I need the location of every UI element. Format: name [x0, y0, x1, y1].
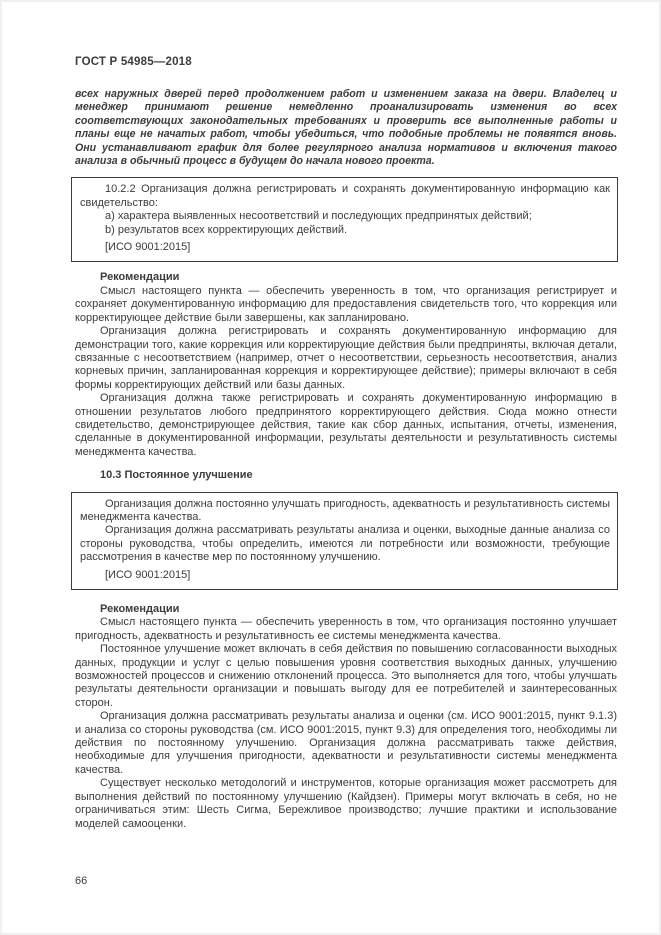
example-continuation-text: всех наружных дверей перед продолжением работ и изменением заказа на двери. Владелец и менеджер принимают решение немедленно проанализировать изменения во всех соответствующих законодательных требованиях и проверить все выполненные работы и планы еще не начатых работ, чтобы убедиться, что подобные проблемы не появятся вновь. Они устанавливают график для более регулярного анализа нормативов и включения такого анализа в обычный процесс в будущем до начала нового проекта. — [75, 88, 617, 168]
page-number: 66 — [75, 874, 88, 887]
quote-source-reference: [ИСО 9001:2015] — [105, 241, 191, 254]
recommendations-1-paragraph: Смысл настоящего пункта — обеспечить уверенность в том, что организация регистрирует и сохраняет документированную информацию для предоставления свидетельств того, что коррекция или корректирующее действие были завершены, как запланировано. — [75, 284, 617, 324]
section-heading-10-3: 10.3 Постоянное улучшение — [100, 469, 253, 482]
quote-lead-10-2-2: 10.2.2 Организация должна регистрировать и сохранять документированную информацию как свидетельство: — [80, 183, 610, 209]
recommendations-heading-1: Рекомендации — [100, 271, 180, 284]
quote-10-3-paragraph: Организация должна рассматривать результаты анализа и оценки, выходные данные анализа со стороны руководства, чтобы определить, имеются ли потребности или возможности, требующие рассмотрения в качестве мер по постоянному улучшению. — [80, 524, 610, 564]
recommendations-2-paragraph: Смысл настоящего пункта — обеспечить уверенность в том, что организация постоянно улучшает пригодность, адекватность и результативность ее системы менеджмента качества. — [75, 616, 617, 642]
quote-source-reference: [ИСО 9001:2015] — [105, 568, 191, 581]
recommendations-2-paragraph: Организация должна рассматривать результаты анализа и оценки (см. ИСО 9001:2015, пункт 9.1.3) и анализа со стороны руководства (см. ИСО 9001:2015, пункт 9.3) для определения того, необходимы ли действия по постоянному улучшению. Организация должна рассматривать также действия, необходимые для улучшения пригодности, адекватности и результативности системы менеджмента качества. — [75, 710, 617, 776]
quote-item-a: a) характера выявленных несоответствий и последующих предпринятых действий; — [105, 210, 532, 223]
recommendations-heading-2: Рекомендации — [100, 603, 180, 615]
quote-10-3-paragraph: Организация должна постоянно улучшать пригодность, адекватность и результативность системы менеджмента качества. — [80, 497, 610, 523]
iso-quote-box-10-2-2 — [71, 177, 618, 262]
page-content — [75, 88, 617, 888]
recommendations-1-paragraph: Организация должна регистрировать и сохранять документированную информацию для демонстрации того, какие коррекция или корректирующие действия были предприняты, включая детали, связанные с несоответствием (например, отчет о несоответствии, серьезность несоответствия, анализ корневых причин, запланированная коррекция и корректирующее действие); примеры включают в себя формы корректирующих действий или базы данных. — [75, 325, 617, 391]
recommendations-2-paragraph: Существует несколько методологий и инструментов, которые организация может рассмотреть для выполнения действий по постоянному улучшению (Кайдзен). Примеры могут включать в себя, но не ограничиваться этим: Шесть Сигма, Бережливое производство; лучшие практики и использование моделей самооценки. — [75, 777, 617, 830]
quote-item-b: b) результатов всех корректирующих действий. — [105, 223, 348, 236]
recommendations-2-paragraph: Постоянное улучшение может включать в себя действия по повышению согласованности выходных данных, продукции и услуг с целью повышения уровня соответствия выходных данных, улучшению возможностей процессов и снижению отклонений процесса. Это выполняется для того, чтобы улучшать результаты деятельности организации и повышать выгоду для ее потребителей и заинтересованных сторон. — [75, 643, 617, 709]
standard-code-header: ГОСТ Р 54985—2018 — [75, 56, 192, 68]
iso-quote-box-10-3 — [71, 492, 618, 590]
recommendations-1-paragraph: Организация должна также регистрировать и сохранять документированную информацию в отношении результатов любого предпринятого корректирующего действия. Сюда можно отнести свидетельство, демонстрирующее действия, такие как сбор данных, испытания, отчеты, изменения, сделанные в документированной информации, результаты деятельности и результативность системы менеджмента качества. — [75, 392, 617, 458]
